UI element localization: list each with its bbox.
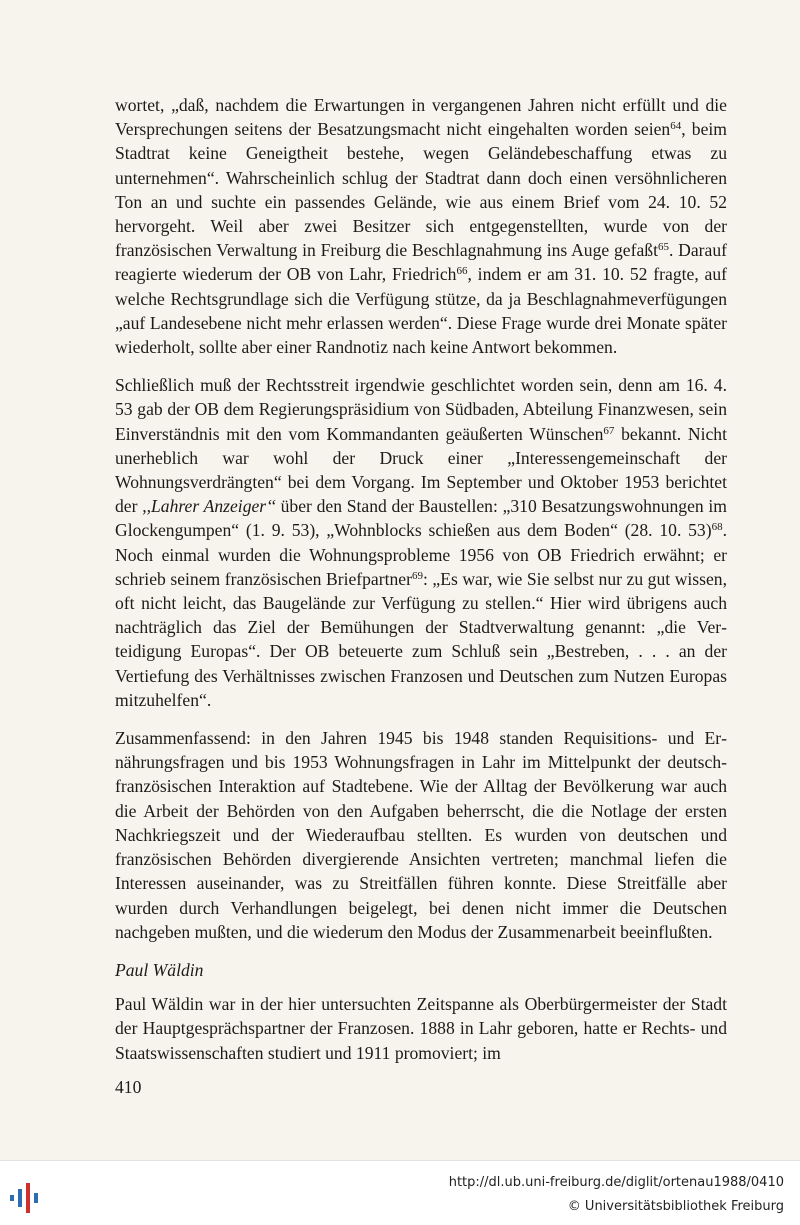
body-paragraph: Zusammenfassend: in den Jahren 1945 bis 1948 standen Requisitions- und Ernährungsfragen und bis 1953 Wohnungsfragen in Lahr im Mittelpunkt der deutsch-französischen Interaktion auf Stadtebene. Wie der Alltag der Bevölkerung war auch die Arbeit der Behörden von den Aufgaben beherrscht, die die Notlage der ersten Nachkriegszeit und der Wiederaufbau stellten. Es wurden von deutschen und französischen Behörden divergierende Ansichten vertreten; manchmal liefen die Interessen auseinander, was zu Streitfällen führen konnte. Diese Streitfälle aber wurden durch Verhandlungen beigelegt, bei denen nicht immer die Deutschen nachgeben mußten, und die wiederum den Modus der Zusammenarbeit beeinflußten. (115, 728, 727, 942)
footnote-ref: 69 (411, 569, 423, 582)
text-column (115, 93, 727, 1079)
footnote-ref: 66 (456, 265, 468, 278)
footnote-ref: 64 (670, 120, 682, 133)
final-paragraph: Paul Wäldin war in der hier untersuchten Zeitspanne als Oberbürgermeister der Stadt der Hauptgesprächspartner der Franzosen. 1888 in Lahr geboren, hatte er Rechts- und Staatswissenschaften studiert und 1911 promoviert; im (115, 994, 727, 1063)
footer-bar (0, 1160, 800, 1225)
body-paragraph: wortet, „daß, nachdem die Erwartungen in vergangenen Jahren nicht erfüllt und die Versprechungen seitens der Besatzungsmacht nicht eingehalten worden seien$^{64}$, beim Stadtrat keine Geneigtheit bestehe, wegen Geländebeschaffung etwas zu unternehmen“. Wahrscheinlich schlug der Stadtrat dann doch einen versöhnlicheren Ton an und suchte ein passendes Gelände, wie aus einem Brief vom 24. 10. 52 hervorgeht. Weil aber zwei Besitzer sich entgegenstellten, wurde von der französischen Verwaltung in Freiburg die Beschlagnahmung ins Auge gefaßt$^{65}$. Darauf reagierte wiederum der OB von Lahr, Friedrich$^{66}$, indem er am 31. 10. 52 fragte, auf welche Rechtsgrundlage sich die Verfügung stütze, da ja Beschlagnahmeverfügungen „auf Landesebene nicht mehr erlassen werden“. Diese Frage wurde drei Monate später wiederholt, sollte aber einer Randnotiz nach keine Antwort bekommen. (115, 95, 727, 358)
footnote-ref: 68 (711, 521, 723, 534)
body-paragraph: Schließlich muß der Rechtsstreit irgendwie geschlichtet worden sein, denn am 16. 4. 53 gab der OB dem Regierungspräsidium von Südbaden, Abteilung Finanzwesen, sein Einverständnis mit den vom Kommandanten geäußerten Wünschen$^{67}$ bekannt. Nicht unerheblich war wohl der Druck einer „Interessengemeinschaft der Wohnungsverdrängten“ bei dem Vorgang. Im September und Oktober 1953 berichtet der ,,Lahrer Anzeiger‘‘ über den Stand der Baustellen: „310 Besatzungswohnungen im Glockengumpen“ (1. 9. 53), „Wohnblocks schießen aus dem Boden“ (28. 10. 53)$^{68}$. Noch einmal wurden die Wohnungsprobleme 1956 von OB Friedrich erwähnt; er schrieb seinem französischen Briefpartner$^{69}$: „Es war, wie Sie selbst nur zu gut wissen, oft nicht leicht, das Baugelände zur Verfügung zu stellen.“ Hier wird übrigens auch nachträglich das Ziel der Bemühungen der Stadtverwaltung genannt: „die Verteidigung Europas“. Der OB beteuerte zum Schluß sein „Bestreben, . . . an der Vertiefung des Verhältnisses zwischen Franzosen und Deutschen zum Nutzen Europas mitzuhelfen“. (115, 375, 727, 710)
italic-title: ,,Lahrer Anzeiger‘‘ (142, 496, 276, 517)
ub-freiburg-logo-icon (8, 1177, 44, 1217)
footnote-ref: 65 (657, 241, 669, 254)
footnote-ref: 67 (603, 424, 615, 437)
footer-copyright: © Universitätsbibliothek Freiburg (567, 1199, 784, 1214)
body-paragraphs (115, 93, 727, 944)
page-number: 410 (115, 1077, 142, 1097)
section-heading: Paul Wäldin (115, 959, 204, 980)
footer-url-link[interactable]: http://dl.ub.uni-freiburg.de/diglit/ortenau1988/0410 (448, 1175, 784, 1190)
